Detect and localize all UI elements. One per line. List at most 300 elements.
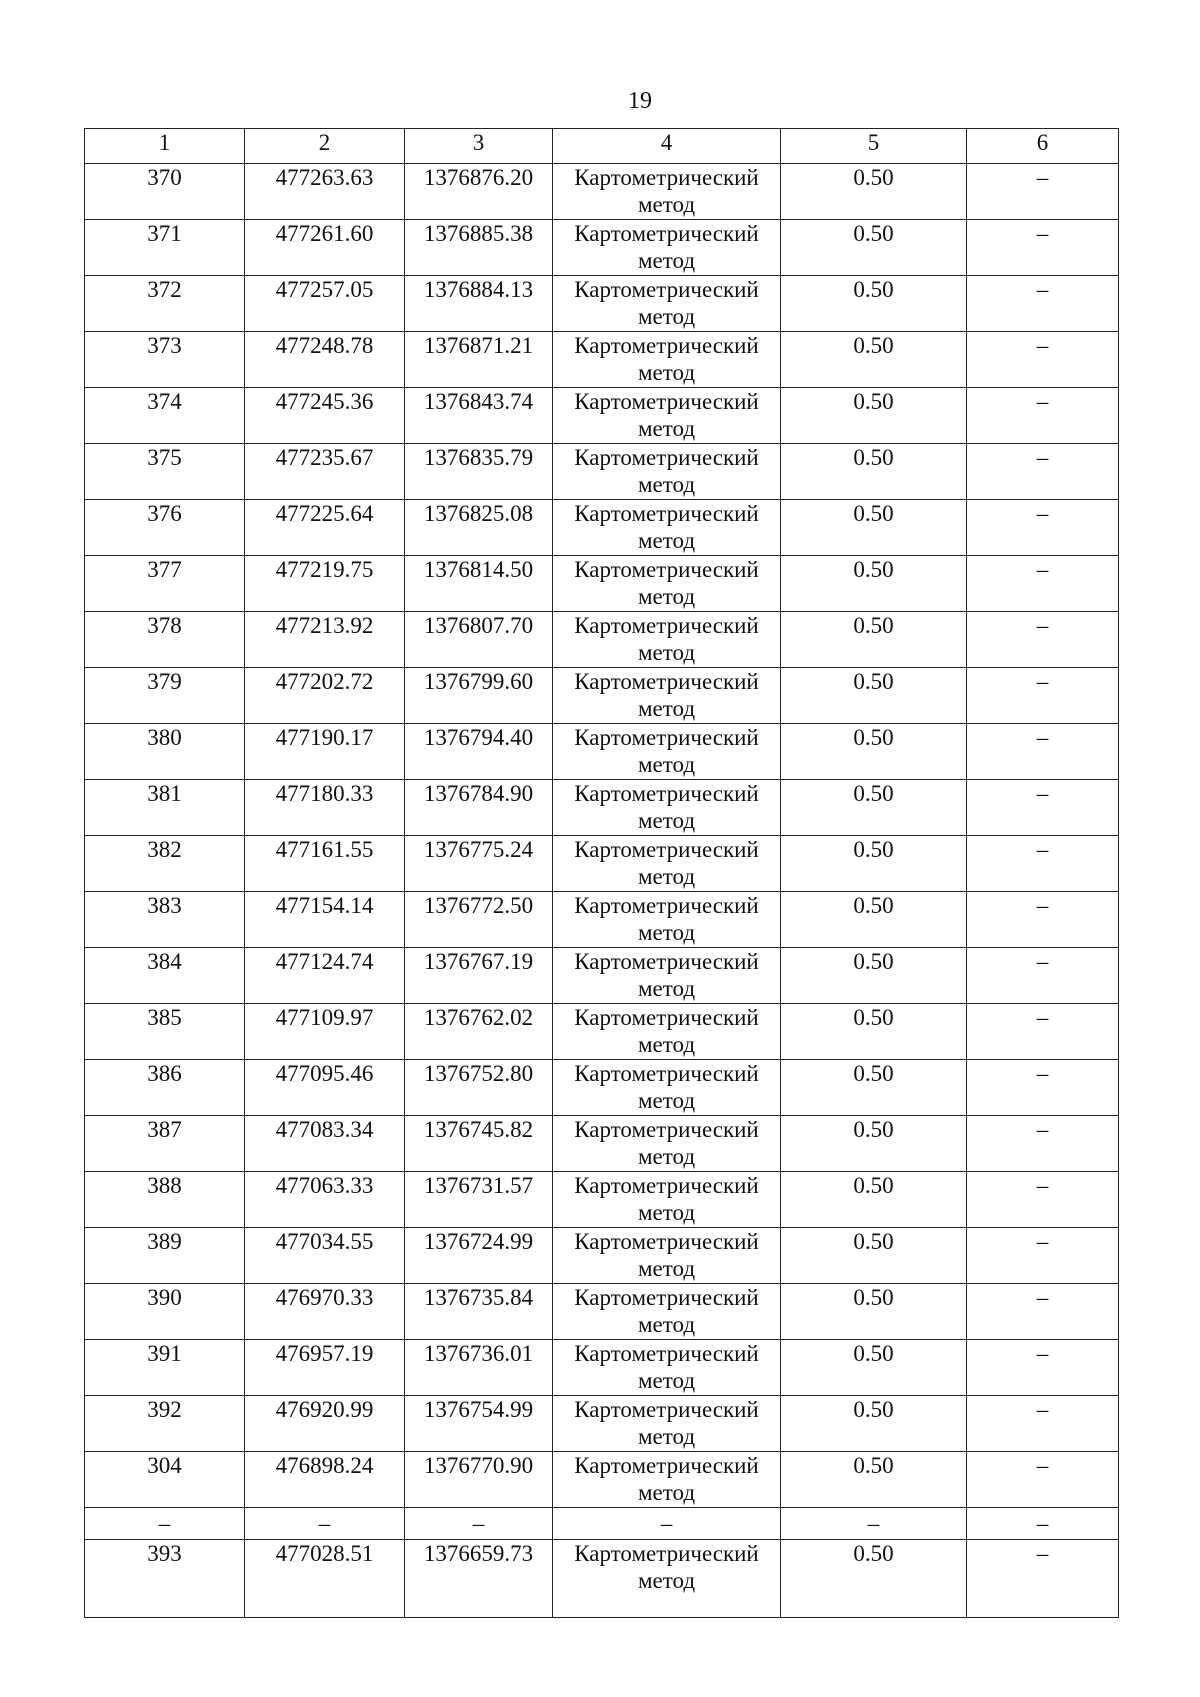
note-cell (967, 1060, 1119, 1116)
x-coordinate-text: 477034.55 (275, 1229, 374, 1254)
y-coordinate-cell (405, 668, 553, 724)
point-number-text: 383 (147, 893, 182, 918)
x-coordinate-cell (245, 1540, 405, 1618)
x-coordinate-cell (245, 948, 405, 1004)
method-text: метод (637, 1480, 696, 1505)
table-row (85, 276, 1119, 332)
point-number-cell (85, 276, 245, 332)
method-cell (553, 1004, 781, 1060)
point-number-cell (85, 1004, 245, 1060)
table-body (85, 164, 1119, 1618)
accuracy-text: 0.50 (853, 1453, 894, 1478)
y-coordinate-cell (405, 1004, 553, 1060)
y-coordinate-cell (405, 612, 553, 668)
x-coordinate-text: 477063.33 (275, 1173, 374, 1198)
method-text: Картометрический (574, 557, 759, 582)
note-text: – (1036, 501, 1049, 526)
x-coordinate-text: 477190.17 (275, 725, 374, 750)
column-header-6: 6 (967, 129, 1119, 164)
point-number-cell (85, 1452, 245, 1508)
accuracy-text: 0.50 (853, 221, 894, 246)
method-text: Картометрический (574, 1397, 759, 1422)
y-coordinate-cell (405, 948, 553, 1004)
point-number-cell (85, 1060, 245, 1116)
accuracy-cell (781, 668, 967, 724)
y-coordinate-text: 1376884.13 (423, 277, 534, 302)
method-text: метод (637, 416, 696, 441)
point-number-cell (85, 388, 245, 444)
method-text: Картометрический (574, 165, 759, 190)
method-text: метод (637, 472, 696, 497)
x-coordinate-cell (245, 164, 405, 220)
point-number-cell (85, 1508, 245, 1540)
point-number-cell (85, 164, 245, 220)
point-number-cell (85, 444, 245, 500)
method-text: Картометрический (574, 1453, 759, 1478)
point-number-cell (85, 1340, 245, 1396)
method-text: Картометрический (574, 669, 759, 694)
note-text: – (1036, 1285, 1049, 1310)
x-coordinate-text: 477257.05 (275, 277, 374, 302)
column-header-1: 1 (85, 129, 245, 164)
column-header-4: 4 (553, 129, 781, 164)
y-coordinate-text: 1376770.90 (423, 1453, 534, 1478)
method-cell (553, 1396, 781, 1452)
x-coordinate-cell (245, 500, 405, 556)
note-text: – (1036, 949, 1049, 974)
method-text: метод (637, 640, 696, 665)
method-text: Картометрический (574, 1341, 759, 1366)
note-cell (967, 500, 1119, 556)
point-number-text: 304 (147, 1453, 182, 1478)
method-text: Картометрический (574, 1173, 759, 1198)
x-coordinate-text: 477248.78 (275, 333, 374, 358)
method-text: Картометрический (574, 949, 759, 974)
x-coordinate-text: 476898.24 (275, 1453, 374, 1478)
x-coordinate-text: 477245.36 (275, 389, 374, 414)
y-coordinate-text: 1376825.08 (423, 501, 534, 526)
y-coordinate-text: 1376767.19 (423, 949, 534, 974)
method-text: метод (637, 864, 696, 889)
point-number-text: 384 (147, 949, 182, 974)
accuracy-text: 0.50 (853, 1285, 894, 1310)
method-text: Картометрический (574, 445, 759, 470)
x-coordinate-cell (245, 668, 405, 724)
y-coordinate-cell (405, 836, 553, 892)
x-coordinate-cell (245, 1508, 405, 1540)
method-cell (553, 1540, 781, 1618)
y-coordinate-text: 1376659.73 (423, 1541, 534, 1566)
method-cell (553, 1060, 781, 1116)
y-coordinate-cell (405, 780, 553, 836)
y-coordinate-cell (405, 1340, 553, 1396)
accuracy-cell (781, 724, 967, 780)
accuracy-cell (781, 1172, 967, 1228)
x-coordinate-text: 476970.33 (275, 1285, 374, 1310)
method-text: Картометрический (574, 277, 759, 302)
method-text: Картометрический (574, 333, 759, 358)
note-cell (967, 1228, 1119, 1284)
x-coordinate-cell (245, 388, 405, 444)
method-cell (553, 388, 781, 444)
table-row (85, 1172, 1119, 1228)
method-text: Картометрический (574, 1061, 759, 1086)
x-coordinate-cell (245, 1340, 405, 1396)
x-coordinate-text: 477109.97 (275, 1005, 374, 1030)
accuracy-cell (781, 1004, 967, 1060)
point-number-cell (85, 612, 245, 668)
y-coordinate-cell (405, 220, 553, 276)
accuracy-text: – (867, 1511, 880, 1536)
accuracy-cell (781, 1284, 967, 1340)
note-cell (967, 220, 1119, 276)
method-cell (553, 1508, 781, 1540)
y-coordinate-cell (405, 1396, 553, 1452)
point-number-cell (85, 556, 245, 612)
y-coordinate-cell (405, 1228, 553, 1284)
x-coordinate-text: 477263.63 (275, 165, 374, 190)
note-text: – (1036, 1117, 1049, 1142)
accuracy-text: 0.50 (853, 1117, 894, 1142)
accuracy-cell (781, 276, 967, 332)
accuracy-text: 0.50 (853, 277, 894, 302)
table-row (85, 164, 1119, 220)
note-cell (967, 332, 1119, 388)
note-cell (967, 1396, 1119, 1452)
y-coordinate-text: 1376772.50 (423, 893, 534, 918)
x-coordinate-cell (245, 1228, 405, 1284)
header-row (85, 129, 1119, 164)
x-coordinate-text: 477154.14 (275, 893, 374, 918)
note-cell (967, 892, 1119, 948)
y-coordinate-text: 1376799.60 (423, 669, 534, 694)
note-cell (967, 276, 1119, 332)
point-number-cell (85, 948, 245, 1004)
y-coordinate-text: 1376784.90 (423, 781, 534, 806)
note-cell (967, 1284, 1119, 1340)
method-text: Картометрический (574, 501, 759, 526)
method-cell (553, 556, 781, 612)
accuracy-cell (781, 1228, 967, 1284)
method-cell (553, 612, 781, 668)
accuracy-cell (781, 1340, 967, 1396)
note-text: – (1036, 165, 1049, 190)
note-text: – (1036, 893, 1049, 918)
table-row (85, 220, 1119, 276)
note-cell (967, 556, 1119, 612)
y-coordinate-text: 1376807.70 (423, 613, 534, 638)
x-coordinate-cell (245, 1004, 405, 1060)
note-cell (967, 164, 1119, 220)
note-text: – (1036, 1541, 1049, 1566)
point-number-cell (85, 1116, 245, 1172)
y-coordinate-cell (405, 1284, 553, 1340)
point-number-text: 377 (147, 557, 182, 582)
note-text: – (1036, 389, 1049, 414)
y-coordinate-cell (405, 332, 553, 388)
table-row (85, 444, 1119, 500)
note-cell (967, 1004, 1119, 1060)
point-number-text: 391 (147, 1341, 182, 1366)
y-coordinate-cell (405, 388, 553, 444)
point-number-text: 393 (147, 1541, 182, 1566)
point-number-cell (85, 220, 245, 276)
x-coordinate-cell (245, 1284, 405, 1340)
coordinates-table (84, 128, 1119, 1618)
method-text: Картометрический (574, 389, 759, 414)
note-text: – (1036, 333, 1049, 358)
x-coordinate-cell (245, 556, 405, 612)
accuracy-text: 0.50 (853, 1061, 894, 1086)
method-cell (553, 1228, 781, 1284)
note-text: – (1036, 1453, 1049, 1478)
table-row (85, 1116, 1119, 1172)
point-number-text: 373 (147, 333, 182, 358)
y-coordinate-cell (405, 276, 553, 332)
note-text: – (1036, 557, 1049, 582)
point-number-text: 382 (147, 837, 182, 862)
method-text: метод (637, 808, 696, 833)
note-cell (967, 1508, 1119, 1540)
accuracy-cell (781, 1540, 967, 1618)
note-text: – (1036, 1061, 1049, 1086)
accuracy-cell (781, 1396, 967, 1452)
method-text: метод (637, 1256, 696, 1281)
x-coordinate-text: 477095.46 (275, 1061, 374, 1086)
accuracy-cell (781, 1116, 967, 1172)
method-text: метод (637, 920, 696, 945)
y-coordinate-cell (405, 1508, 553, 1540)
table-row (85, 668, 1119, 724)
point-number-cell (85, 500, 245, 556)
x-coordinate-text: 477028.51 (275, 1541, 374, 1566)
y-coordinate-cell (405, 1452, 553, 1508)
point-number-cell (85, 332, 245, 388)
note-text: – (1036, 1397, 1049, 1422)
accuracy-text: 0.50 (853, 501, 894, 526)
accuracy-text: 0.50 (853, 389, 894, 414)
method-text: метод (637, 1200, 696, 1225)
table-row (85, 1396, 1119, 1452)
y-coordinate-text: 1376754.99 (423, 1397, 534, 1422)
method-cell (553, 668, 781, 724)
note-cell (967, 668, 1119, 724)
accuracy-text: 0.50 (853, 557, 894, 582)
accuracy-text: 0.50 (853, 1541, 894, 1566)
x-coordinate-text: 477213.92 (275, 613, 374, 638)
x-coordinate-cell (245, 1116, 405, 1172)
y-coordinate-text: 1376736.01 (423, 1341, 534, 1366)
accuracy-cell (781, 444, 967, 500)
note-text: – (1036, 445, 1049, 470)
y-coordinate-cell (405, 1116, 553, 1172)
y-coordinate-text: 1376775.24 (423, 837, 534, 862)
x-coordinate-text: 477202.72 (275, 669, 374, 694)
accuracy-text: 0.50 (853, 725, 894, 750)
column-header-2: 2 (245, 129, 405, 164)
x-coordinate-cell (245, 1396, 405, 1452)
y-coordinate-text: 1376752.80 (423, 1061, 534, 1086)
table-row (85, 612, 1119, 668)
note-cell (967, 948, 1119, 1004)
table-row (85, 948, 1119, 1004)
note-text: – (1036, 221, 1049, 246)
y-coordinate-cell (405, 1540, 553, 1618)
method-cell (553, 948, 781, 1004)
accuracy-text: 0.50 (853, 837, 894, 862)
note-cell (967, 612, 1119, 668)
note-cell (967, 780, 1119, 836)
accuracy-text: 0.50 (853, 1397, 894, 1422)
table-row (85, 1228, 1119, 1284)
method-cell (553, 892, 781, 948)
note-cell (967, 388, 1119, 444)
table-header (85, 129, 1119, 164)
accuracy-cell (781, 1508, 967, 1540)
point-number-text: 378 (147, 613, 182, 638)
method-cell (553, 500, 781, 556)
note-text: – (1036, 1229, 1049, 1254)
accuracy-text: 0.50 (853, 165, 894, 190)
method-text: метод (637, 1312, 696, 1337)
accuracy-cell (781, 1060, 967, 1116)
note-text: – (1036, 725, 1049, 750)
point-number-text: 371 (147, 221, 182, 246)
method-text: метод (637, 304, 696, 329)
point-number-cell (85, 1396, 245, 1452)
accuracy-cell (781, 332, 967, 388)
y-coordinate-text: 1376762.02 (423, 1005, 534, 1030)
note-cell (967, 1172, 1119, 1228)
note-cell (967, 836, 1119, 892)
accuracy-text: 0.50 (853, 669, 894, 694)
point-number-cell (85, 892, 245, 948)
accuracy-text: 0.50 (853, 781, 894, 806)
point-number-text: 389 (147, 1229, 182, 1254)
table-row (85, 1540, 1119, 1618)
accuracy-cell (781, 612, 967, 668)
method-cell (553, 836, 781, 892)
table-row (85, 556, 1119, 612)
y-coordinate-text: 1376735.84 (423, 1285, 534, 1310)
note-cell (967, 1116, 1119, 1172)
point-number-text: 380 (147, 725, 182, 750)
table-row (85, 1060, 1119, 1116)
x-coordinate-text: 477124.74 (275, 949, 374, 974)
y-coordinate-cell (405, 500, 553, 556)
point-number-cell (85, 724, 245, 780)
column-header-3: 3 (405, 129, 553, 164)
method-text: метод (637, 752, 696, 777)
point-number-text: 376 (147, 501, 182, 526)
x-coordinate-text: 477161.55 (275, 837, 374, 862)
method-cell (553, 332, 781, 388)
x-coordinate-text: – (318, 1511, 331, 1536)
accuracy-text: 0.50 (853, 1341, 894, 1366)
table-row (85, 1452, 1119, 1508)
y-coordinate-text: – (472, 1511, 485, 1536)
accuracy-cell (781, 388, 967, 444)
accuracy-text: 0.50 (853, 893, 894, 918)
method-cell (553, 1452, 781, 1508)
method-cell (553, 444, 781, 500)
point-number-cell (85, 1172, 245, 1228)
x-coordinate-cell (245, 612, 405, 668)
note-text: – (1036, 669, 1049, 694)
table-row (85, 724, 1119, 780)
point-number-cell (85, 668, 245, 724)
note-text: – (1036, 613, 1049, 638)
note-cell (967, 444, 1119, 500)
page-number: 19 (628, 88, 652, 114)
note-cell (967, 724, 1119, 780)
method-text: метод (637, 1088, 696, 1113)
x-coordinate-text: 477235.67 (275, 445, 374, 470)
y-coordinate-text: 1376724.99 (423, 1229, 534, 1254)
method-text: Картометрический (574, 1285, 759, 1310)
point-number-text: – (158, 1511, 171, 1536)
method-text: метод (637, 584, 696, 609)
accuracy-cell (781, 164, 967, 220)
point-number-text: 372 (147, 277, 182, 302)
method-text: метод (637, 1568, 696, 1593)
method-cell (553, 1116, 781, 1172)
accuracy-text: 0.50 (853, 1005, 894, 1030)
y-coordinate-text: 1376731.57 (423, 1173, 534, 1198)
y-coordinate-text: 1376794.40 (423, 725, 534, 750)
y-coordinate-text: 1376871.21 (423, 333, 534, 358)
method-text: метод (637, 528, 696, 553)
y-coordinate-cell (405, 556, 553, 612)
x-coordinate-text: 477261.60 (275, 221, 374, 246)
method-text: метод (637, 192, 696, 217)
table-row (85, 892, 1119, 948)
x-coordinate-cell (245, 444, 405, 500)
point-number-text: 370 (147, 165, 182, 190)
note-text: – (1036, 1005, 1049, 1030)
method-cell (553, 1284, 781, 1340)
method-text: Картометрический (574, 1117, 759, 1142)
method-text: Картометрический (574, 1005, 759, 1030)
point-number-text: 385 (147, 1005, 182, 1030)
x-coordinate-text: 477083.34 (275, 1117, 374, 1142)
note-text: – (1036, 277, 1049, 302)
y-coordinate-cell (405, 1172, 553, 1228)
accuracy-text: 0.50 (853, 445, 894, 470)
method-cell (553, 220, 781, 276)
x-coordinate-cell (245, 892, 405, 948)
note-text: – (1036, 1341, 1049, 1366)
accuracy-cell (781, 220, 967, 276)
x-coordinate-text: 477219.75 (275, 557, 374, 582)
table-row (85, 332, 1119, 388)
point-number-text: 388 (147, 1173, 182, 1198)
accuracy-cell (781, 836, 967, 892)
accuracy-text: 0.50 (853, 1229, 894, 1254)
point-number-text: 392 (147, 1397, 182, 1422)
note-cell (967, 1340, 1119, 1396)
accuracy-cell (781, 780, 967, 836)
point-number-cell (85, 780, 245, 836)
accuracy-cell (781, 948, 967, 1004)
method-text: Картометрический (574, 221, 759, 246)
method-text: метод (637, 696, 696, 721)
x-coordinate-text: 476920.99 (275, 1397, 374, 1422)
x-coordinate-cell (245, 332, 405, 388)
x-coordinate-cell (245, 1452, 405, 1508)
method-text: метод (637, 1368, 696, 1393)
table-row (85, 1340, 1119, 1396)
